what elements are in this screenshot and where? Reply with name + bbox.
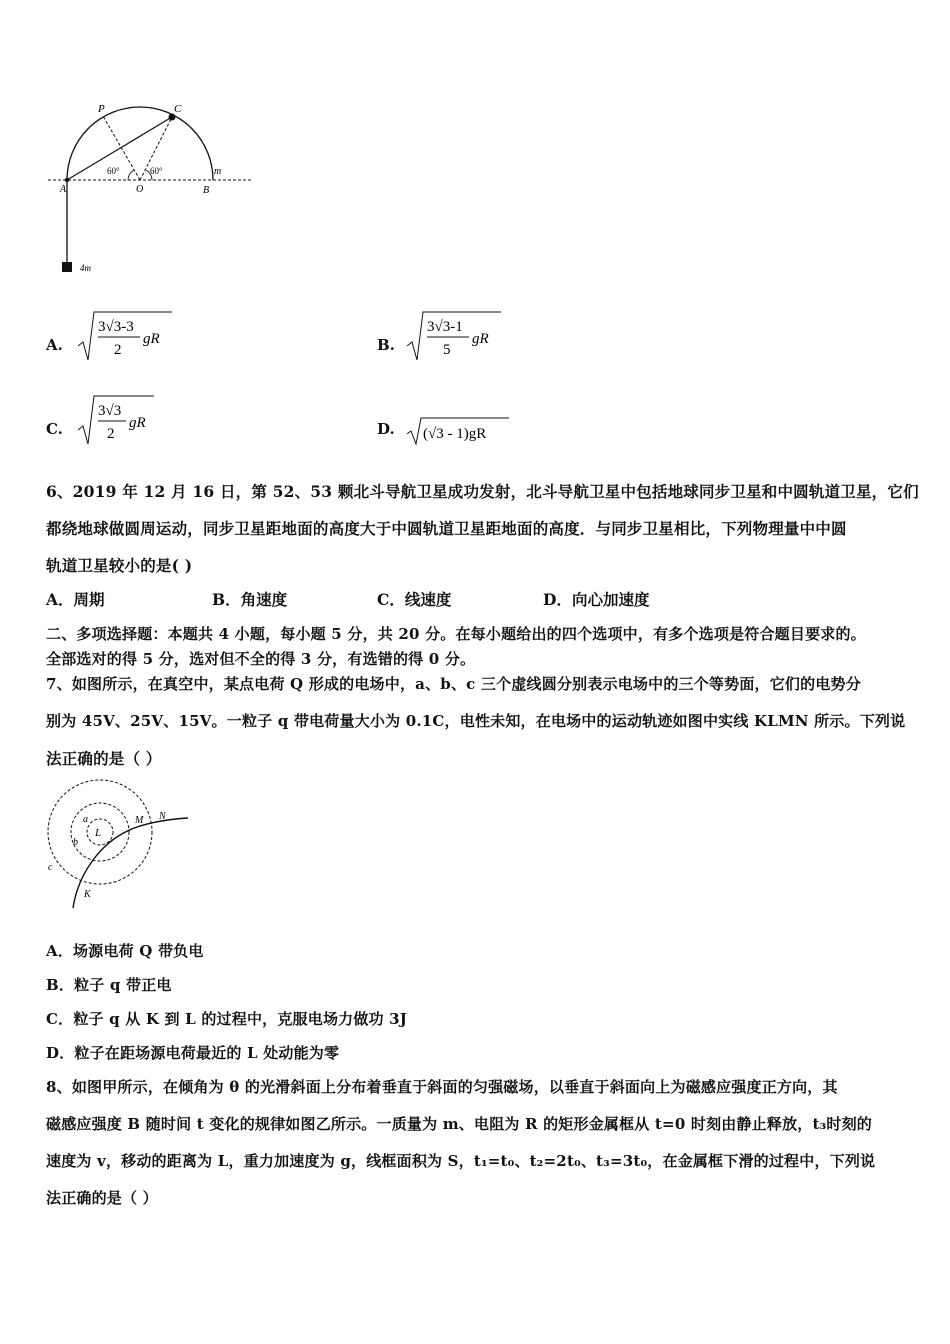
svg-text:gR: gR [143,331,160,347]
q7-line-1: 7、如图所示，在真空中，某点电荷 Q 形成的电场中，a、b、c 三个虚线圆分别表示电场中的三个等势面，它们的电势分 [46,675,861,693]
q6-line-1: 6、2019 年 12 月 16 日，第 52、53 颗北斗导航卫星成功发射，北斗导航卫星中包括地球同步卫星和中圆轨道卫星，它们 [46,482,919,501]
label-4m: 4m [80,263,91,273]
q5-option-c-formula [76,392,166,450]
label-B: B [203,185,210,196]
svg-text:gR: gR [472,331,489,347]
q5-option-b-label: B. [377,336,395,354]
semicircle-figure [40,95,270,285]
q5-option-b-formula [405,308,505,366]
q5-option-d-label: D. [377,420,395,438]
svg-text:2: 2 [114,342,122,358]
q6-option-b[interactable]: B．角速度 [212,590,288,609]
q8-line-1: 8、如图甲所示，在倾角为 θ 的光滑斜面上分布着垂直于斜面的匀强磁场，以垂直于斜面向上为磁感应强度正方向，其 [46,1078,838,1096]
q5-option-c-label: C. [46,420,63,438]
q7-option-b[interactable]: B．粒子 q 带正电 [46,976,172,994]
svg-text:3√3-1: 3√3-1 [427,319,463,335]
label-O: O [136,184,144,195]
fig7-label-a: a [83,814,88,825]
svg-text:gR: gR [129,415,146,431]
q7-option-c[interactable]: C．粒子 q 从 K 到 L 的过程中，克服电场力做功 3J [46,1010,408,1028]
label-m: m [214,166,222,177]
q6-line-3: 轨道卫星较小的是( ) [46,556,193,575]
q8-line-4: 法正确的是（ ） [46,1189,158,1207]
fig7-label-L: L [95,827,102,839]
angle-right-label: 60° [150,166,163,176]
q6-option-a[interactable]: A．周期 [46,590,105,609]
svg-text:2: 2 [107,426,115,442]
section2-line-1: 二、多项选择题：本题共 4 小题，每小题 5 分，共 20 分。在每小题给出的四个选项中，有多个选项是符合题目要求的。 [46,625,866,643]
q7-line-2: 别为 45V、25V、15V。一粒子 q 带电荷量大小为 0.1C，电性未知，在电场中的运动轨迹如图中实线 KLMN 所示。下列说 [46,712,906,730]
q8-line-3: 速度为 v，移动的距离为 L，重力加速度为 g，线框面积为 S，t₁=t₀、t₂=2t₀、t₃=3t₀，在金属框下滑的过程中，下列说 [46,1152,876,1170]
q6-line-2: 都绕地球做圆周运动，同步卫星距地面的高度大于中圆轨道卫星距地面的高度．与同步卫星相比，下列物理量中中圆 [46,519,847,538]
fig7-label-c: c [48,862,53,873]
q7-option-d[interactable]: D．粒子在距场源电荷最近的 L 处动能为零 [46,1044,340,1062]
label-C: C [174,103,182,115]
fig7-label-N: N [159,811,166,822]
angle-left-label: 60° [107,166,120,176]
svg-text:3√3: 3√3 [98,403,122,419]
svg-text:(√3 - 1)gR: (√3 - 1)gR [423,426,487,442]
svg-text:3√3-3: 3√3-3 [98,319,134,335]
label-P: P [98,103,105,115]
q5-option-d-formula [405,414,515,448]
q6-option-d[interactable]: D．向心加速度 [543,590,650,609]
equipotential-figure [40,775,200,915]
q5-option-a-label: A. [46,336,63,354]
svg-text:5: 5 [443,342,451,358]
q7-option-a[interactable]: A．场源电荷 Q 带负电 [46,942,204,960]
fig7-label-b: b [73,837,78,848]
q8-line-2: 磁感应强度 B 随时间 t 变化的规律如图乙所示。一质量为 m、电阻为 R 的矩形金属框从 t=0 时刻由静止释放，t₃时刻的 [46,1115,872,1133]
label-A: A [60,184,67,195]
fig7-label-K: K [84,889,91,900]
section2-line-2: 全部选对的得 5 分，选对但不全的得 3 分，有选错的得 0 分。 [46,650,476,668]
q7-line-3: 法正确的是（ ） [46,749,162,768]
fig7-label-M: M [135,815,144,826]
q5-option-a-formula [76,308,176,366]
q6-option-c[interactable]: C．线速度 [377,590,452,609]
